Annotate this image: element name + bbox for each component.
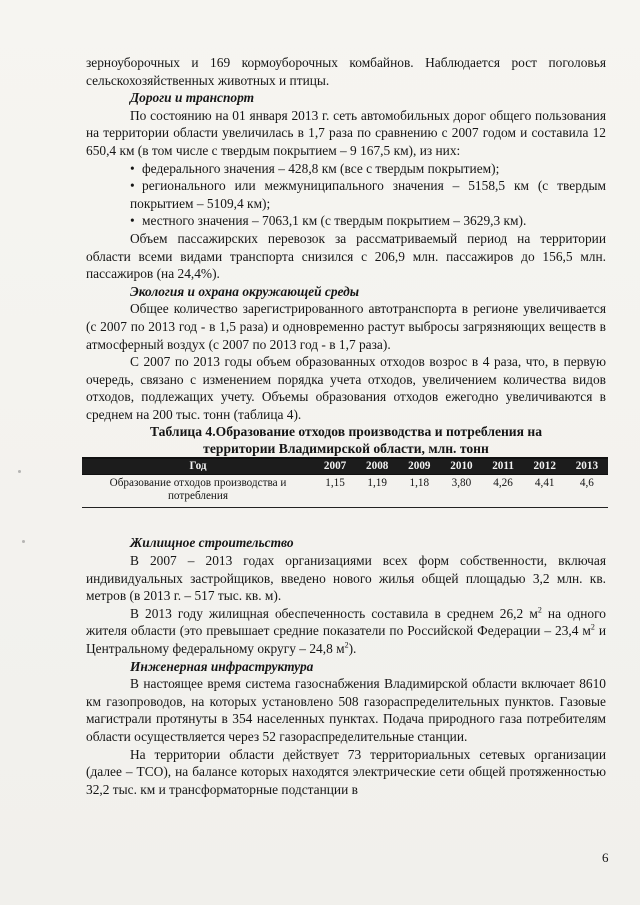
bullet-item: • местного значения – 7063,1 км (с твердым покрытием – 3629,3 км). bbox=[130, 213, 527, 229]
spacer bbox=[86, 508, 606, 534]
bullet-icon: • bbox=[130, 178, 135, 194]
table-header-row bbox=[82, 458, 608, 475]
table-row bbox=[82, 475, 608, 508]
table-cell: 1,19 bbox=[356, 475, 398, 508]
page-number: 6 bbox=[602, 850, 609, 865]
table-header-cell: 2010 bbox=[440, 458, 482, 475]
paragraph-passengers: Объем пассажирских перевозок за рассматриваемый период на территории области всеми видами транспорта снизился с 206,9 млн. пассажиров до 156,5 млн. пассажиров (на 24,4%). bbox=[86, 230, 606, 282]
table-cell: 1,18 bbox=[398, 475, 440, 508]
page-content bbox=[86, 54, 606, 798]
table-header-cell: 2008 bbox=[356, 458, 398, 475]
bullet-item: • федерального значения – 428,8 км (все с твердым покрытием); bbox=[130, 160, 500, 176]
table-cell: 4,26 bbox=[483, 475, 524, 508]
paragraph-agriculture: зерноуборочных и 169 кормоуборочных комбайнов. Наблюдается рост поголовья сельскохозяйственных животных и птицы. bbox=[86, 55, 606, 88]
paragraph-ecology-2: С 2007 по 2013 годы объем образованных отходов возрос в 4 раза, что, в первую очередь, связано с изменением порядка учета отходов, увеличением количества видов отходов, подлежащих учету. Объемы образования отходов ежегодно увеличиваются в среднем на 200 тыс. тонн (таблица 4). bbox=[86, 354, 606, 422]
table-header-cell: 2011 bbox=[483, 458, 524, 475]
heading-housing: Жилищное строительство bbox=[130, 535, 294, 551]
paragraph-housing-2: В 2013 году жилищная обеспеченность составила в среднем 26,2 $м^2$ на одного жителя области (это превышает средние показатели по Российской Федерации – 23,4 $м^2$ и Центральному федеральному округу – 24,8 $м^2$). bbox=[86, 605, 607, 657]
table-cell-label: Образование отходов производства и потребления bbox=[82, 475, 314, 508]
table-header-cell: 2007 bbox=[314, 458, 356, 475]
paragraph-ecology-1: Общее количество зарегистрированного автотранспорта в регионе увеличивается (с 2007 по 2013 год - в 1,5 раза) и одновременно растут выбросы загрязняющих веществ в атмосферный воздух (с 2007 по 2013 год - в 1,7 раза). bbox=[86, 301, 606, 352]
bullet-icon: • bbox=[130, 160, 135, 176]
paragraph-infrastructure-2: На территории области действует 73 территориальных сетевых организации (далее – ТСО), на балансе которых находятся электрические сети общей протяженностью 32,2 тыс. км и трансформаторные подстанции в bbox=[86, 746, 606, 797]
bullet-icon: • bbox=[130, 213, 135, 229]
waste-table bbox=[82, 457, 608, 508]
table-cell: 3,80 bbox=[440, 475, 482, 508]
table-header-cell: 2009 bbox=[398, 458, 440, 475]
bullet-item: • регионального или межмуниципального значения – 5158,5 км (с твердым покрытием – 5109,4 км); bbox=[130, 178, 606, 211]
table-caption: Таблица 4.Образование отходов производства и потребления на территории Владимирской области, млн. тонн bbox=[149, 424, 543, 456]
heading-roads: Дороги и транспорт bbox=[130, 90, 255, 106]
paragraph-roads: По состоянию на 01 января 2013 г. сеть автомобильных дорог общего пользования на территории области увеличилась в 1,7 раза по сравнению с 2007 годом и составила 12 650,4 км (в том числе с твердым покрытием – 9 167,5 км), из них: bbox=[86, 107, 606, 158]
table-header-cell: 2012 bbox=[524, 458, 566, 475]
scan-speck bbox=[18, 470, 21, 473]
table-header-cell: Год bbox=[82, 458, 314, 475]
heading-infrastructure: Инженерная инфраструктура bbox=[130, 658, 314, 674]
table-cell: 4,6 bbox=[566, 475, 608, 508]
table-cell: 4,41 bbox=[524, 475, 566, 508]
paragraph-housing-1: В 2007 – 2013 годах организациями всех форм собственности, включая индивидуальных застройщиков, введено нового жилья общей площадью 3,2 млн. кв. метров (в 2013 г. – 517 тыс. кв. м). bbox=[86, 553, 606, 604]
heading-ecology: Экология и охрана окружающей среды bbox=[130, 283, 360, 299]
table-cell: 1,15 bbox=[314, 475, 356, 508]
scan-speck bbox=[22, 540, 25, 543]
table-header-cell: 2013 bbox=[566, 458, 608, 475]
paragraph-infrastructure-1: В настоящее время система газоснабжения Владимирской области включает 8610 км газопроводов, на которых установлено 508 газораспределительных пунктов. Газовые магистрали протянуты в 354 населенных пунктах. Подача природного газа потребителям области осуществляется через 52 газораспределительные станции. bbox=[86, 676, 606, 744]
